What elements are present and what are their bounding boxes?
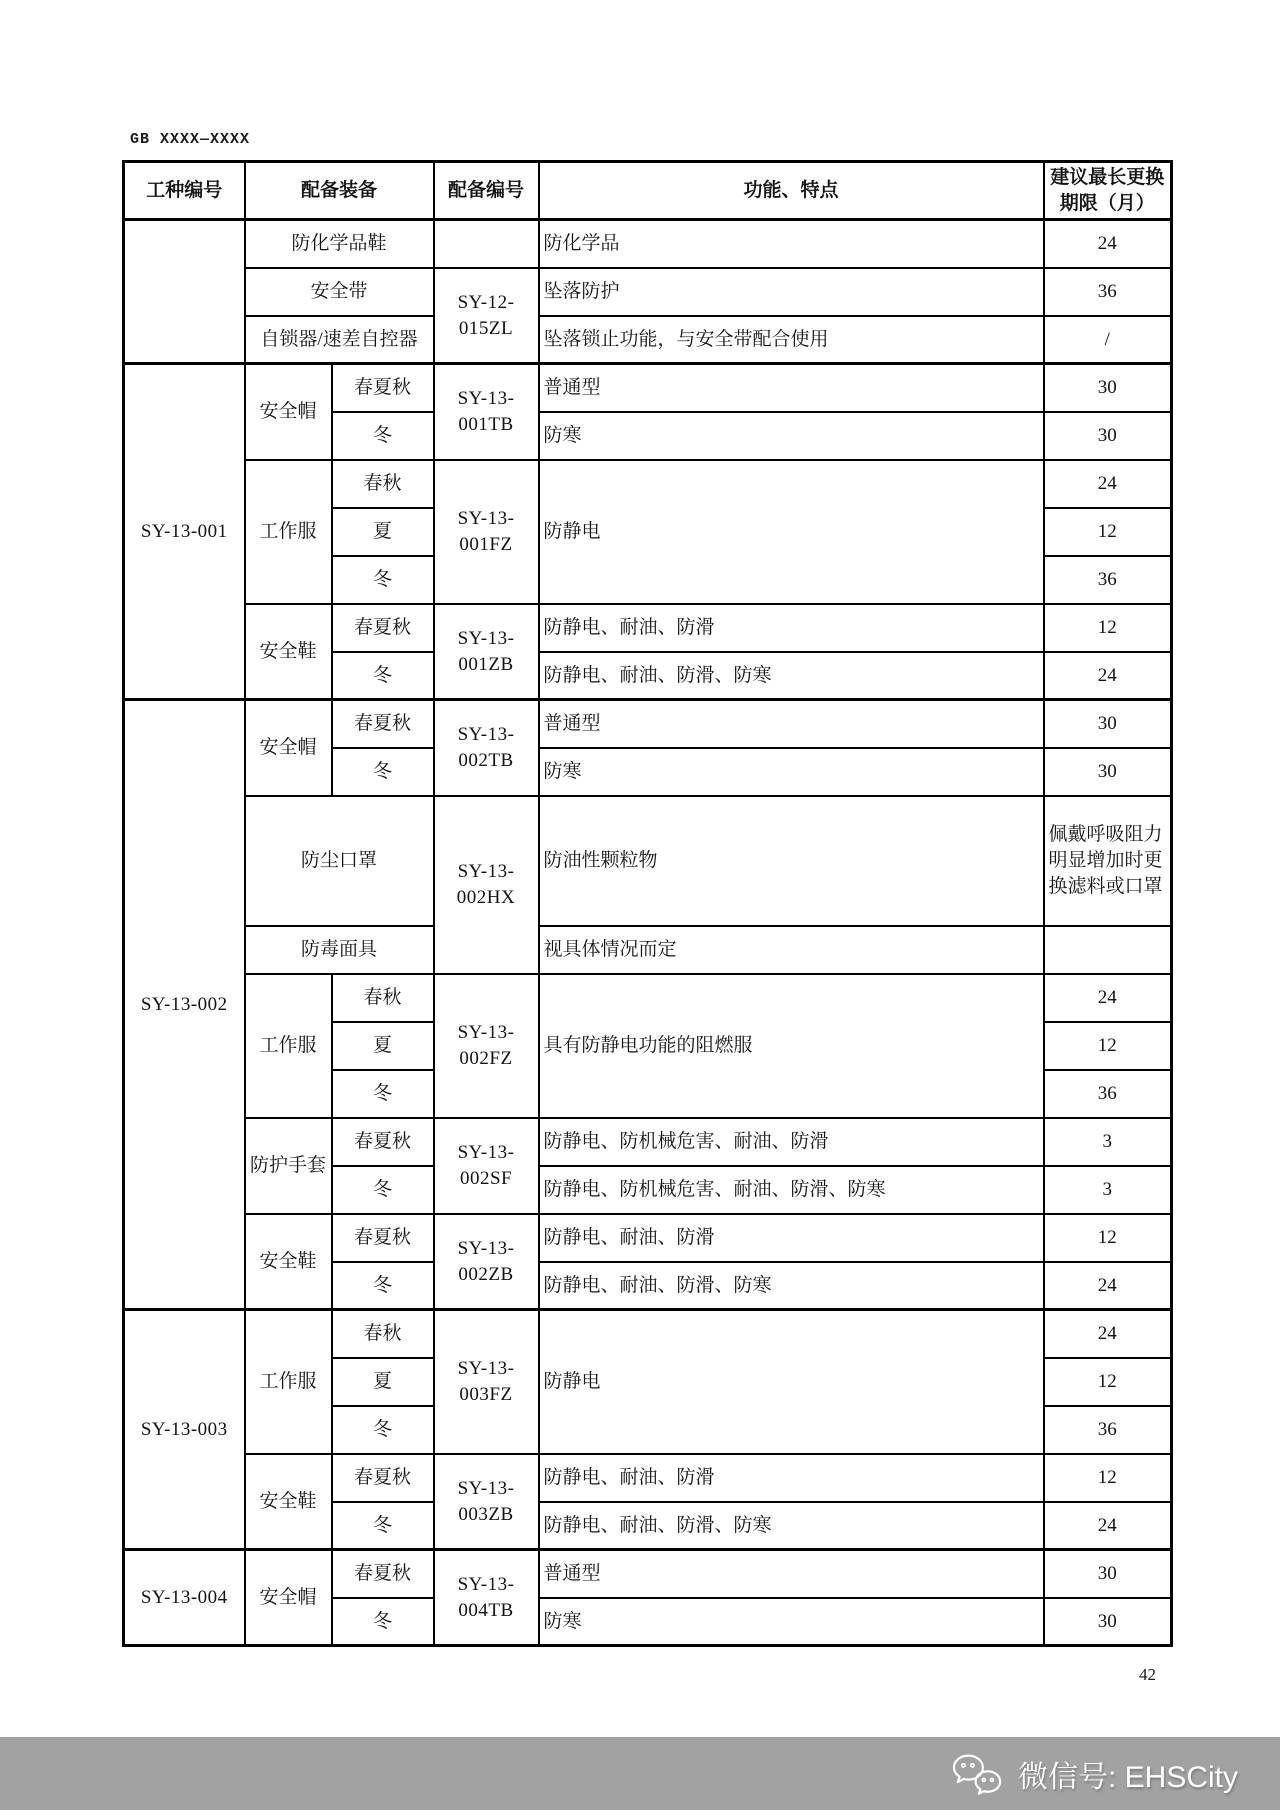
col-header-equipment: 配备装备 (245, 162, 434, 220)
table-row (124, 1310, 1172, 1358)
cell-features: 防寒 (539, 1598, 1044, 1646)
cell-season: 春夏秋 (332, 1118, 434, 1166)
cell-months: 30 (1044, 748, 1172, 796)
cell-features: 防静电、耐油、防滑 (539, 1454, 1044, 1502)
cell-features: 防静电 (539, 1310, 1044, 1454)
cell-equipment: 防尘口罩 (245, 796, 434, 926)
cell-months: 36 (1044, 556, 1172, 604)
cell-season: 冬 (332, 1598, 434, 1646)
cell-features: 防静电、耐油、防滑 (539, 1214, 1044, 1262)
ppe-equipment-table (122, 160, 1173, 1647)
cell-code (434, 220, 539, 268)
table-row (124, 1118, 1172, 1166)
cell-equipment: 安全带 (245, 268, 434, 316)
table-row (124, 1454, 1172, 1502)
cell-months: 36 (1044, 1070, 1172, 1118)
cell-season: 冬 (332, 1166, 434, 1214)
table-row (124, 700, 1172, 748)
cell-months: 36 (1044, 1406, 1172, 1454)
cell-features: 防寒 (539, 412, 1044, 460)
cell-equipment: 工作服 (245, 1310, 332, 1454)
table-row (124, 796, 1172, 926)
cell-code: SY-13-002ZB (434, 1214, 539, 1310)
cell-code: SY-12-015ZL (434, 268, 539, 364)
cell-job: SY-13-004 (124, 1550, 245, 1646)
cell-months: 30 (1044, 1598, 1172, 1646)
cell-season: 冬 (332, 1502, 434, 1550)
cell-months: 12 (1044, 1454, 1172, 1502)
table-row (124, 1214, 1172, 1262)
cell-months: 24 (1044, 652, 1172, 700)
cell-season: 春夏秋 (332, 1550, 434, 1598)
cell-months: / (1044, 316, 1172, 364)
cell-equipment: 防毒面具 (245, 926, 434, 974)
cell-features: 防静电、防机械危害、耐油、防滑 (539, 1118, 1044, 1166)
cell-months: 24 (1044, 1502, 1172, 1550)
cell-months: 30 (1044, 1550, 1172, 1598)
cell-season: 冬 (332, 652, 434, 700)
cell-code: SY-13-002TB (434, 700, 539, 796)
table-row (124, 268, 1172, 316)
cell-season: 夏 (332, 1022, 434, 1070)
cell-job: SY-13-001 (124, 364, 245, 700)
cell-months: 24 (1044, 1310, 1172, 1358)
standard-code-label: GB XXXX—XXXX (130, 131, 251, 148)
cell-equipment: 安全帽 (245, 1550, 332, 1646)
cell-season: 冬 (332, 556, 434, 604)
table-row (124, 220, 1172, 268)
cell-months: 12 (1044, 1358, 1172, 1406)
cell-features: 防静电、耐油、防滑、防寒 (539, 1502, 1044, 1550)
cell-code: SY-13-002HX (434, 796, 539, 974)
cell-season: 冬 (332, 412, 434, 460)
page-number: 42 (1139, 1665, 1156, 1684)
cell-features: 视具体情况而定 (539, 926, 1044, 974)
cell-features: 防静电 (539, 460, 1044, 604)
table-row (124, 604, 1172, 652)
cell-months: 24 (1044, 974, 1172, 1022)
cell-job: SY-13-002 (124, 700, 245, 1310)
cell-equipment: 安全鞋 (245, 604, 332, 700)
cell-features: 普通型 (539, 1550, 1044, 1598)
cell-equipment: 工作服 (245, 974, 332, 1118)
cell-equipment: 安全帽 (245, 700, 332, 796)
wechat-account-label: 微信号: EHSCity (1017, 1760, 1238, 1794)
cell-season: 冬 (332, 1070, 434, 1118)
table-row (124, 926, 1172, 974)
cell-season: 夏 (332, 508, 434, 556)
cell-code: SY-13-002FZ (434, 974, 539, 1118)
cell-months: 12 (1044, 604, 1172, 652)
cell-season: 春秋 (332, 1310, 434, 1358)
cell-months: 24 (1044, 1262, 1172, 1310)
cell-equipment: 防化学品鞋 (245, 220, 434, 268)
cell-months: 36 (1044, 268, 1172, 316)
cell-season: 冬 (332, 1406, 434, 1454)
cell-job (124, 220, 245, 364)
cell-season: 冬 (332, 748, 434, 796)
cell-features: 具有防静电功能的阻燃服 (539, 974, 1044, 1118)
cell-code: SY-13-004TB (434, 1550, 539, 1646)
cell-equipment: 工作服 (245, 460, 332, 604)
cell-features: 防静电、耐油、防滑、防寒 (539, 652, 1044, 700)
wechat-icon (948, 1750, 1006, 1798)
cell-months: 12 (1044, 1214, 1172, 1262)
wechat-watermark-bar (0, 1737, 1280, 1810)
col-header-job: 工种编号 (124, 162, 245, 220)
cell-months: 24 (1044, 460, 1172, 508)
cell-equipment: 自锁器/速差自控器 (245, 316, 434, 364)
col-header-months: 建议最长更换期限（月） (1044, 162, 1172, 220)
cell-features: 普通型 (539, 700, 1044, 748)
cell-job: SY-13-003 (124, 1310, 245, 1550)
table-row (124, 1550, 1172, 1598)
cell-features: 防油性颗粒物 (539, 796, 1044, 926)
cell-season: 夏 (332, 1358, 434, 1406)
cell-months (1044, 926, 1172, 974)
cell-code: SY-13-001ZB (434, 604, 539, 700)
cell-months: 30 (1044, 412, 1172, 460)
cell-season: 春秋 (332, 974, 434, 1022)
table-row (124, 460, 1172, 508)
col-header-code: 配备编号 (434, 162, 539, 220)
cell-season: 春夏秋 (332, 604, 434, 652)
table-row (124, 364, 1172, 412)
cell-months: 30 (1044, 700, 1172, 748)
cell-season: 春秋 (332, 460, 434, 508)
cell-equipment: 安全鞋 (245, 1454, 332, 1550)
cell-months: 佩戴呼吸阻力明显增加时更换滤料或口罩 (1044, 796, 1172, 926)
cell-equipment: 安全帽 (245, 364, 332, 460)
cell-season: 春夏秋 (332, 364, 434, 412)
cell-features: 防静电、防机械危害、耐油、防滑、防寒 (539, 1166, 1044, 1214)
cell-months: 3 (1044, 1118, 1172, 1166)
cell-code: SY-13-002SF (434, 1118, 539, 1214)
table-row (124, 316, 1172, 364)
cell-equipment: 安全鞋 (245, 1214, 332, 1310)
cell-months: 24 (1044, 220, 1172, 268)
cell-season: 冬 (332, 1262, 434, 1310)
cell-code: SY-13-001FZ (434, 460, 539, 604)
cell-features: 普通型 (539, 364, 1044, 412)
cell-features: 防静电、耐油、防滑 (539, 604, 1044, 652)
cell-features: 防寒 (539, 748, 1044, 796)
cell-features: 防静电、耐油、防滑、防寒 (539, 1262, 1044, 1310)
cell-features: 坠落防护 (539, 268, 1044, 316)
cell-months: 12 (1044, 508, 1172, 556)
cell-features: 坠落锁止功能，与安全带配合使用 (539, 316, 1044, 364)
cell-season: 春夏秋 (332, 1454, 434, 1502)
cell-equipment: 防护手套 (245, 1118, 332, 1214)
cell-season: 春夏秋 (332, 1214, 434, 1262)
cell-code: SY-13-001TB (434, 364, 539, 460)
cell-season: 春夏秋 (332, 700, 434, 748)
header-row (124, 162, 1172, 220)
cell-code: SY-13-003FZ (434, 1310, 539, 1454)
table-row (124, 974, 1172, 1022)
cell-features: 防化学品 (539, 220, 1044, 268)
col-header-features: 功能、特点 (539, 162, 1044, 220)
cell-months: 3 (1044, 1166, 1172, 1214)
cell-code: SY-13-003ZB (434, 1454, 539, 1550)
cell-months: 12 (1044, 1022, 1172, 1070)
cell-months: 30 (1044, 364, 1172, 412)
